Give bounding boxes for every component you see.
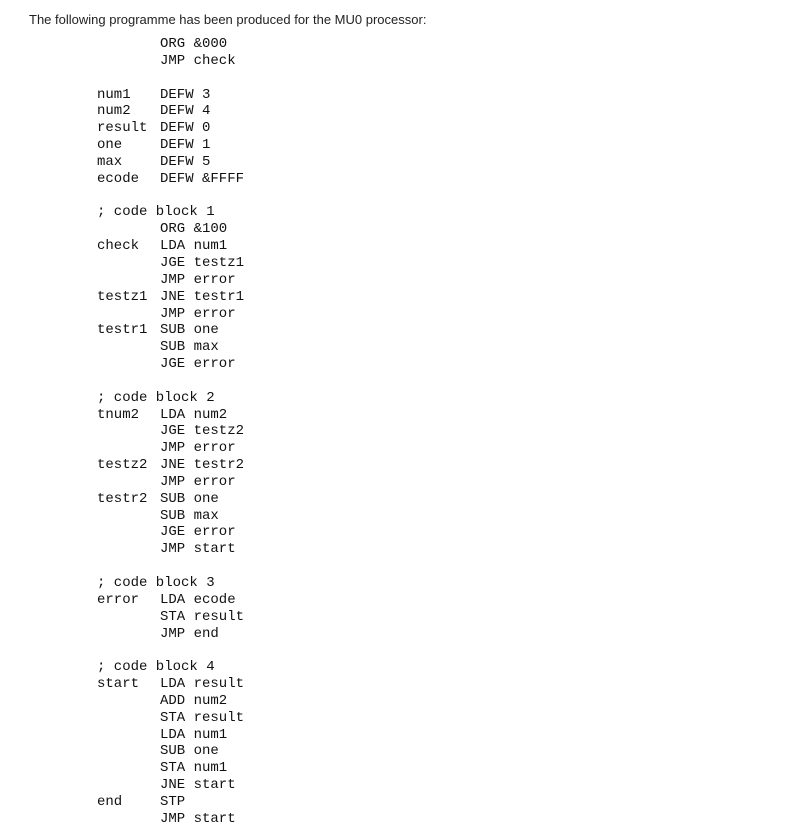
code-instruction: SUB max	[160, 507, 219, 524]
code-label: testz1	[97, 288, 148, 305]
code-instruction: SUB one	[160, 490, 219, 507]
code-label: num2	[97, 103, 131, 120]
code-comment: ; code block 4	[97, 659, 215, 676]
code-label: result	[97, 120, 148, 137]
code-instruction: SUB one	[160, 322, 219, 339]
code-label: error	[97, 591, 140, 608]
code-label	[97, 221, 160, 238]
code-label: tnum2	[97, 406, 140, 423]
code-label: testr1	[97, 322, 148, 339]
code-label: testz2	[97, 457, 148, 474]
code-line	[97, 154, 397, 171]
code-instruction: STA result	[160, 608, 245, 625]
code-instruction: JMP start	[160, 541, 236, 558]
code-instruction: JGE testz2	[160, 423, 245, 440]
code-line	[97, 777, 397, 794]
code-instruction: LDA ecode	[160, 591, 236, 608]
code-label	[97, 272, 160, 289]
code-instruction: JMP check	[160, 52, 236, 69]
code-label: max	[97, 153, 123, 170]
code-label	[97, 53, 160, 70]
code-line	[97, 53, 397, 70]
code-line	[97, 255, 397, 272]
code-instruction: JNE testr2	[160, 457, 245, 474]
code-line	[97, 541, 397, 558]
code-instruction: DEFW 3	[160, 86, 211, 103]
code-label	[97, 255, 160, 272]
code-label	[97, 743, 160, 760]
code-label	[97, 306, 160, 323]
code-line	[97, 171, 397, 188]
code-line	[97, 407, 397, 424]
code-instruction: STA num1	[160, 760, 228, 777]
code-line	[97, 36, 397, 53]
code-label	[97, 339, 160, 356]
code-label	[97, 356, 160, 373]
code-label	[97, 693, 160, 710]
code-comment-line	[97, 659, 397, 676]
code-label: one	[97, 137, 123, 154]
code-label	[97, 760, 160, 777]
code-instruction: ADD num2	[160, 692, 228, 709]
code-line	[97, 423, 397, 440]
code-instruction: JMP error	[160, 305, 236, 322]
code-listing	[97, 36, 397, 828]
code-label	[97, 710, 160, 727]
code-line	[97, 626, 397, 643]
code-line	[97, 524, 397, 541]
code-instruction: STP	[160, 793, 186, 810]
code-comment: ; code block 1	[97, 204, 215, 221]
code-label	[97, 423, 160, 440]
code-line	[97, 272, 397, 289]
code-instruction: JMP end	[160, 625, 219, 642]
code-comment: ; code block 2	[97, 389, 215, 406]
code-line	[97, 592, 397, 609]
code-instruction: JGE error	[160, 524, 236, 541]
code-comment-line	[97, 575, 397, 592]
code-line	[97, 221, 397, 238]
code-instruction: SUB max	[160, 339, 219, 356]
code-line	[97, 710, 397, 727]
code-line	[97, 727, 397, 744]
code-line	[97, 811, 397, 828]
code-line	[97, 491, 397, 508]
code-label: ecode	[97, 170, 140, 187]
code-line	[97, 794, 397, 811]
code-instruction: ORG &000	[160, 36, 228, 52]
code-label: num1	[97, 86, 131, 103]
code-instruction: SUB one	[160, 743, 219, 760]
code-label	[97, 36, 160, 53]
code-line	[97, 87, 397, 104]
intro-text: The following programme has been produced for the MU0 processor:	[29, 12, 427, 27]
code-line	[97, 322, 397, 339]
code-label	[97, 777, 160, 794]
code-instruction: STA result	[160, 709, 245, 726]
code-line	[97, 676, 397, 693]
code-label: end	[97, 793, 123, 810]
code-instruction: LDA num2	[160, 406, 228, 423]
code-label	[97, 811, 160, 828]
code-instruction: LDA result	[160, 676, 245, 693]
code-label	[97, 474, 160, 491]
blank-line	[97, 373, 397, 390]
code-instruction: DEFW 1	[160, 137, 211, 154]
code-label	[97, 508, 160, 525]
blank-line	[97, 70, 397, 87]
code-instruction: JMP start	[160, 810, 236, 827]
blank-line	[97, 558, 397, 575]
code-label	[97, 727, 160, 744]
code-line	[97, 306, 397, 323]
code-line	[97, 120, 397, 137]
code-instruction: DEFW &FFFF	[160, 170, 245, 187]
code-line	[97, 693, 397, 710]
code-instruction: LDA num1	[160, 238, 228, 255]
code-label	[97, 541, 160, 558]
code-instruction: LDA num1	[160, 726, 228, 743]
code-line	[97, 356, 397, 373]
code-line	[97, 457, 397, 474]
code-line	[97, 760, 397, 777]
code-label: check	[97, 238, 140, 255]
code-label	[97, 440, 160, 457]
code-label: testr2	[97, 490, 148, 507]
code-line	[97, 103, 397, 120]
code-instruction: JGE testz1	[160, 254, 245, 271]
code-instruction: JMP error	[160, 473, 236, 490]
code-label	[97, 609, 160, 626]
code-instruction: DEFW 5	[160, 153, 211, 170]
code-line	[97, 508, 397, 525]
code-instruction: JNE start	[160, 777, 236, 794]
blank-line	[97, 188, 397, 205]
code-instruction: JMP error	[160, 271, 236, 288]
blank-line	[97, 642, 397, 659]
code-instruction: ORG &100	[160, 221, 228, 238]
code-line	[97, 440, 397, 457]
code-comment-line	[97, 204, 397, 221]
code-label: start	[97, 676, 140, 693]
code-line	[97, 609, 397, 626]
code-line	[97, 339, 397, 356]
code-instruction: DEFW 4	[160, 103, 211, 120]
code-instruction: JGE error	[160, 356, 236, 373]
code-line	[97, 238, 397, 255]
code-line	[97, 289, 397, 306]
code-line	[97, 474, 397, 491]
code-comment-line	[97, 390, 397, 407]
code-line	[97, 137, 397, 154]
code-label	[97, 524, 160, 541]
code-label	[97, 626, 160, 643]
code-instruction: DEFW 0	[160, 120, 211, 137]
code-comment: ; code block 3	[97, 575, 215, 591]
code-instruction: JNE testr1	[160, 288, 245, 305]
code-instruction: JMP error	[160, 440, 236, 457]
code-line	[97, 743, 397, 760]
